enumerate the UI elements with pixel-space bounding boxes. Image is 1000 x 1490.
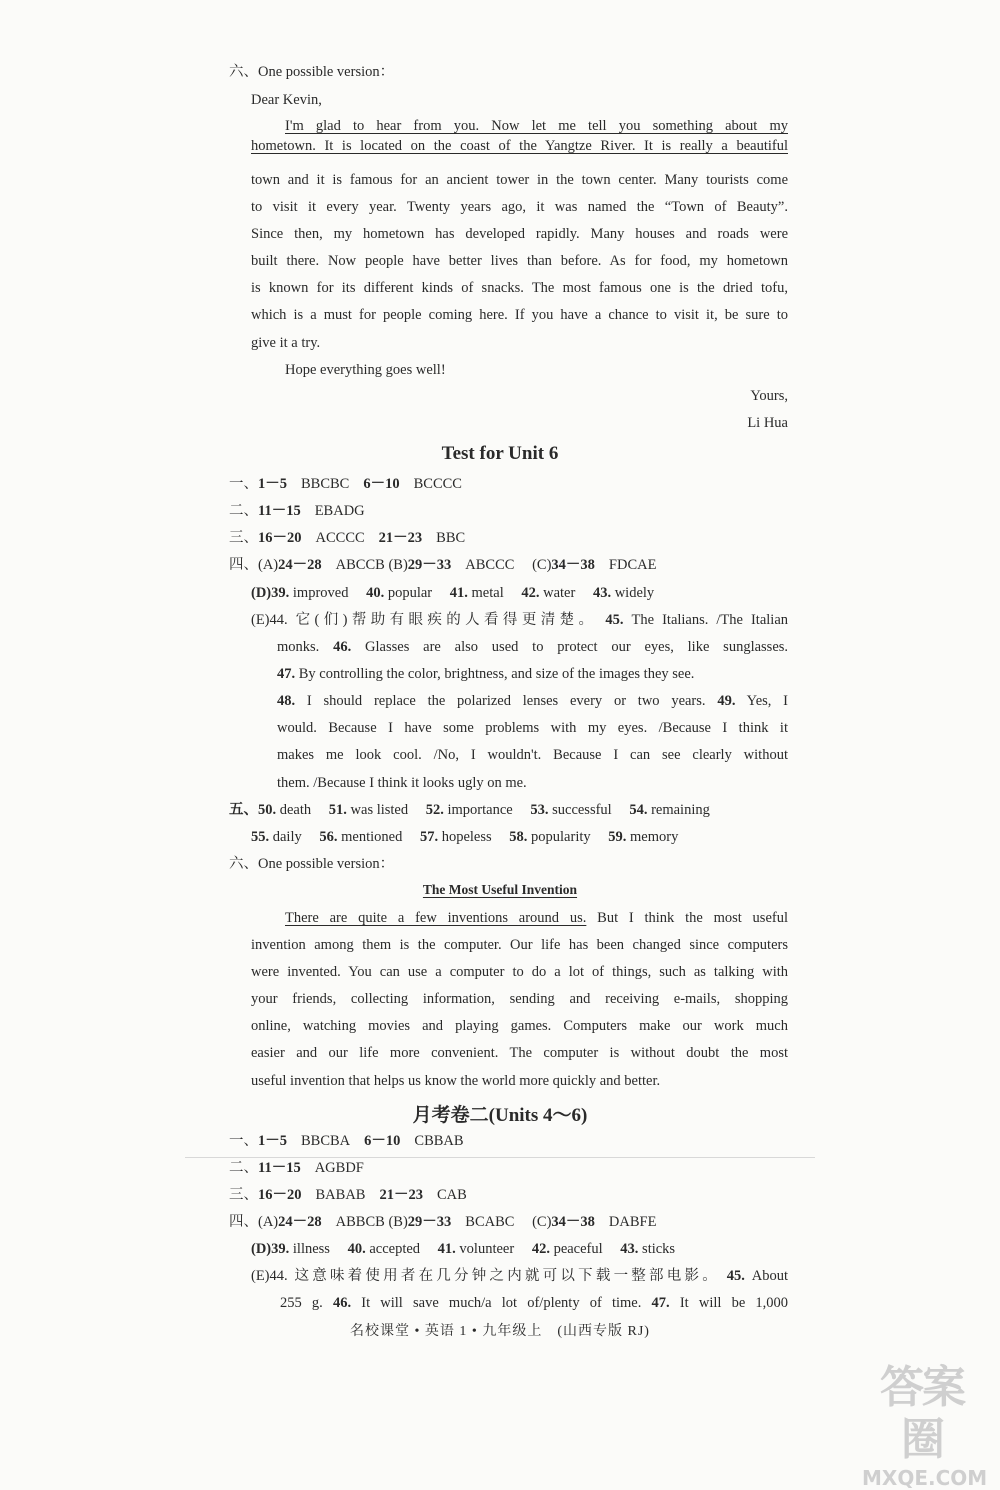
letter-line: Since then, my hometown has developed rapidly. Many houses and roads were	[251, 226, 788, 242]
monthly-e-line-2: 255 g. 46. It will save much/a lot of/plenty of time. 47. It will be 1,000	[280, 1295, 789, 1311]
page-footer: 名校课堂 • 英语 1 • 九年级上 (山西专版 RJ)	[350, 1324, 650, 1339]
unit6-answer-row-1: 一、1－5 BBCBC 6－10 BCCCC	[229, 476, 462, 492]
unit6-e-line-4: 48. I should replace the polarized lenses every or two years. 49. Yes, I	[277, 693, 788, 709]
unit6-e-line-5: would. Because I have some problems with my eyes. /Because I think it	[277, 720, 788, 736]
letter-line: to visit it every year. Twenty years ago, it was named the “Town of Beauty”.	[251, 199, 788, 215]
essay-title: The Most Useful Invention	[422, 882, 578, 897]
unit6-e-line-2: monks. 46. Glasses are also used to protect our eyes, like sunglasses.	[277, 639, 789, 655]
letter-closing: Hope everything goes well!	[285, 362, 446, 378]
monthly-title: 月考卷二(Units 4～6)	[412, 1105, 588, 1126]
section-6-intro: 六、One possible version：	[229, 64, 395, 80]
letter-line: built there. Now people have better lives than before. As for food, my hometown	[251, 253, 788, 269]
monthly-answer-row-4: 四、(A)24－28 ABBCB (B)29－33 BCABC (C)34－38 DABFE	[229, 1214, 657, 1230]
essay-line: invention among them is the computer. Our life has been changed since computers	[251, 937, 788, 953]
unit6-section-6-intro: 六、One possible version：	[229, 856, 395, 872]
essay-line: online, watching movies and playing games. Computers make our work much	[251, 1018, 788, 1034]
monthly-answer-row-1: 一、1－5 BBCBA 6－10 CBBAB	[229, 1133, 464, 1149]
essay-line: useful invention that helps us know the world more quickly and better.	[251, 1073, 661, 1089]
watermark-logo	[862, 1362, 988, 1490]
unit6-answer-row-7: 55. daily 56. mentioned 57. hopeless 58. popularity 59. memory	[251, 829, 679, 845]
essay-line: your friends, collecting information, sending and receiving e-mails, shopping	[251, 991, 788, 1007]
unit6-e-line-3: 47. By controlling the color, brightness, and size of the images they see.	[277, 666, 695, 682]
monthly-e-line-1: (E)44. 这意味着使用者在几分钟之内就可以下载一整部电影。 45. About	[251, 1268, 789, 1284]
letter-body	[251, 116, 788, 163]
watermark-url: MXQE.COM	[862, 1466, 988, 1490]
letter-greeting: Dear Kevin,	[251, 92, 322, 108]
unit6-answer-row-6: 五、50. death 51. was listed 52. importance 53. successful 54. remaining	[229, 802, 710, 818]
unit6-answer-row-5: (D)39. improved 40. popular 41. metal 42. water 43. widely	[251, 585, 655, 601]
essay-line-1: There are quite a few inventions around us. But I think the most useful	[285, 910, 788, 926]
unit6-answer-row-3: 三、16－20 ACCCC 21－23 BBC	[229, 530, 466, 546]
letter-line	[251, 136, 788, 163]
letter-line: town and it is famous for an ancient tower in the town center. Many tourists come	[251, 172, 788, 188]
monthly-answer-row-5: (D)39. illness 40. accepted 41. volunteer 42. peaceful 43. sticks	[251, 1241, 676, 1257]
unit6-e-line-1: (E)44. 它(们)帮助有眼疾的人看得更清楚。 45. The Italians. /The Italian	[251, 612, 789, 628]
unit6-e-line-7: them. /Because I think it looks ugly on me.	[277, 775, 527, 791]
letter-line: which is a must for people coming here. If you have a chance to visit it, be sure to	[251, 307, 788, 323]
letter-yours: Yours,	[750, 388, 788, 404]
essay-line: were invented. You can use a computer to do a lot of things, such as talking with	[251, 964, 788, 980]
letter-line: I'm glad to hear from you. Now let me tell you something about my	[285, 118, 788, 134]
unit6-title: Test for Unit 6	[441, 443, 559, 464]
watermark-text: 答案圈	[880, 1362, 964, 1465]
letter-line-text: hometown. It is located on the coast of the Yangtze River. It is really a beautiful	[251, 138, 788, 154]
essay-line: easier and our life more convenient. The computer is without doubt the most	[251, 1045, 788, 1061]
letter-line: is known for its different kinds of snacks. The most famous one is the dried tofu,	[251, 280, 788, 296]
letter-signature: Li Hua	[747, 415, 788, 431]
unit6-e-line-6: makes me look cool. /No, I wouldn't. Because I can see clearly without	[277, 747, 788, 763]
unit6-answer-row-4: 四、(A)24－28 ABCCB (B)29－33 ABCCC (C)34－38 FDCAE	[229, 557, 657, 573]
monthly-answer-row-2: 二、11－15 AGBDF	[229, 1160, 364, 1176]
unit6-answer-row-2: 二、11－15 EBADG	[229, 503, 365, 519]
letter-line: give it a try.	[251, 335, 321, 351]
monthly-answer-row-3: 三、16－20 BABAB 21－23 CAB	[229, 1187, 467, 1203]
